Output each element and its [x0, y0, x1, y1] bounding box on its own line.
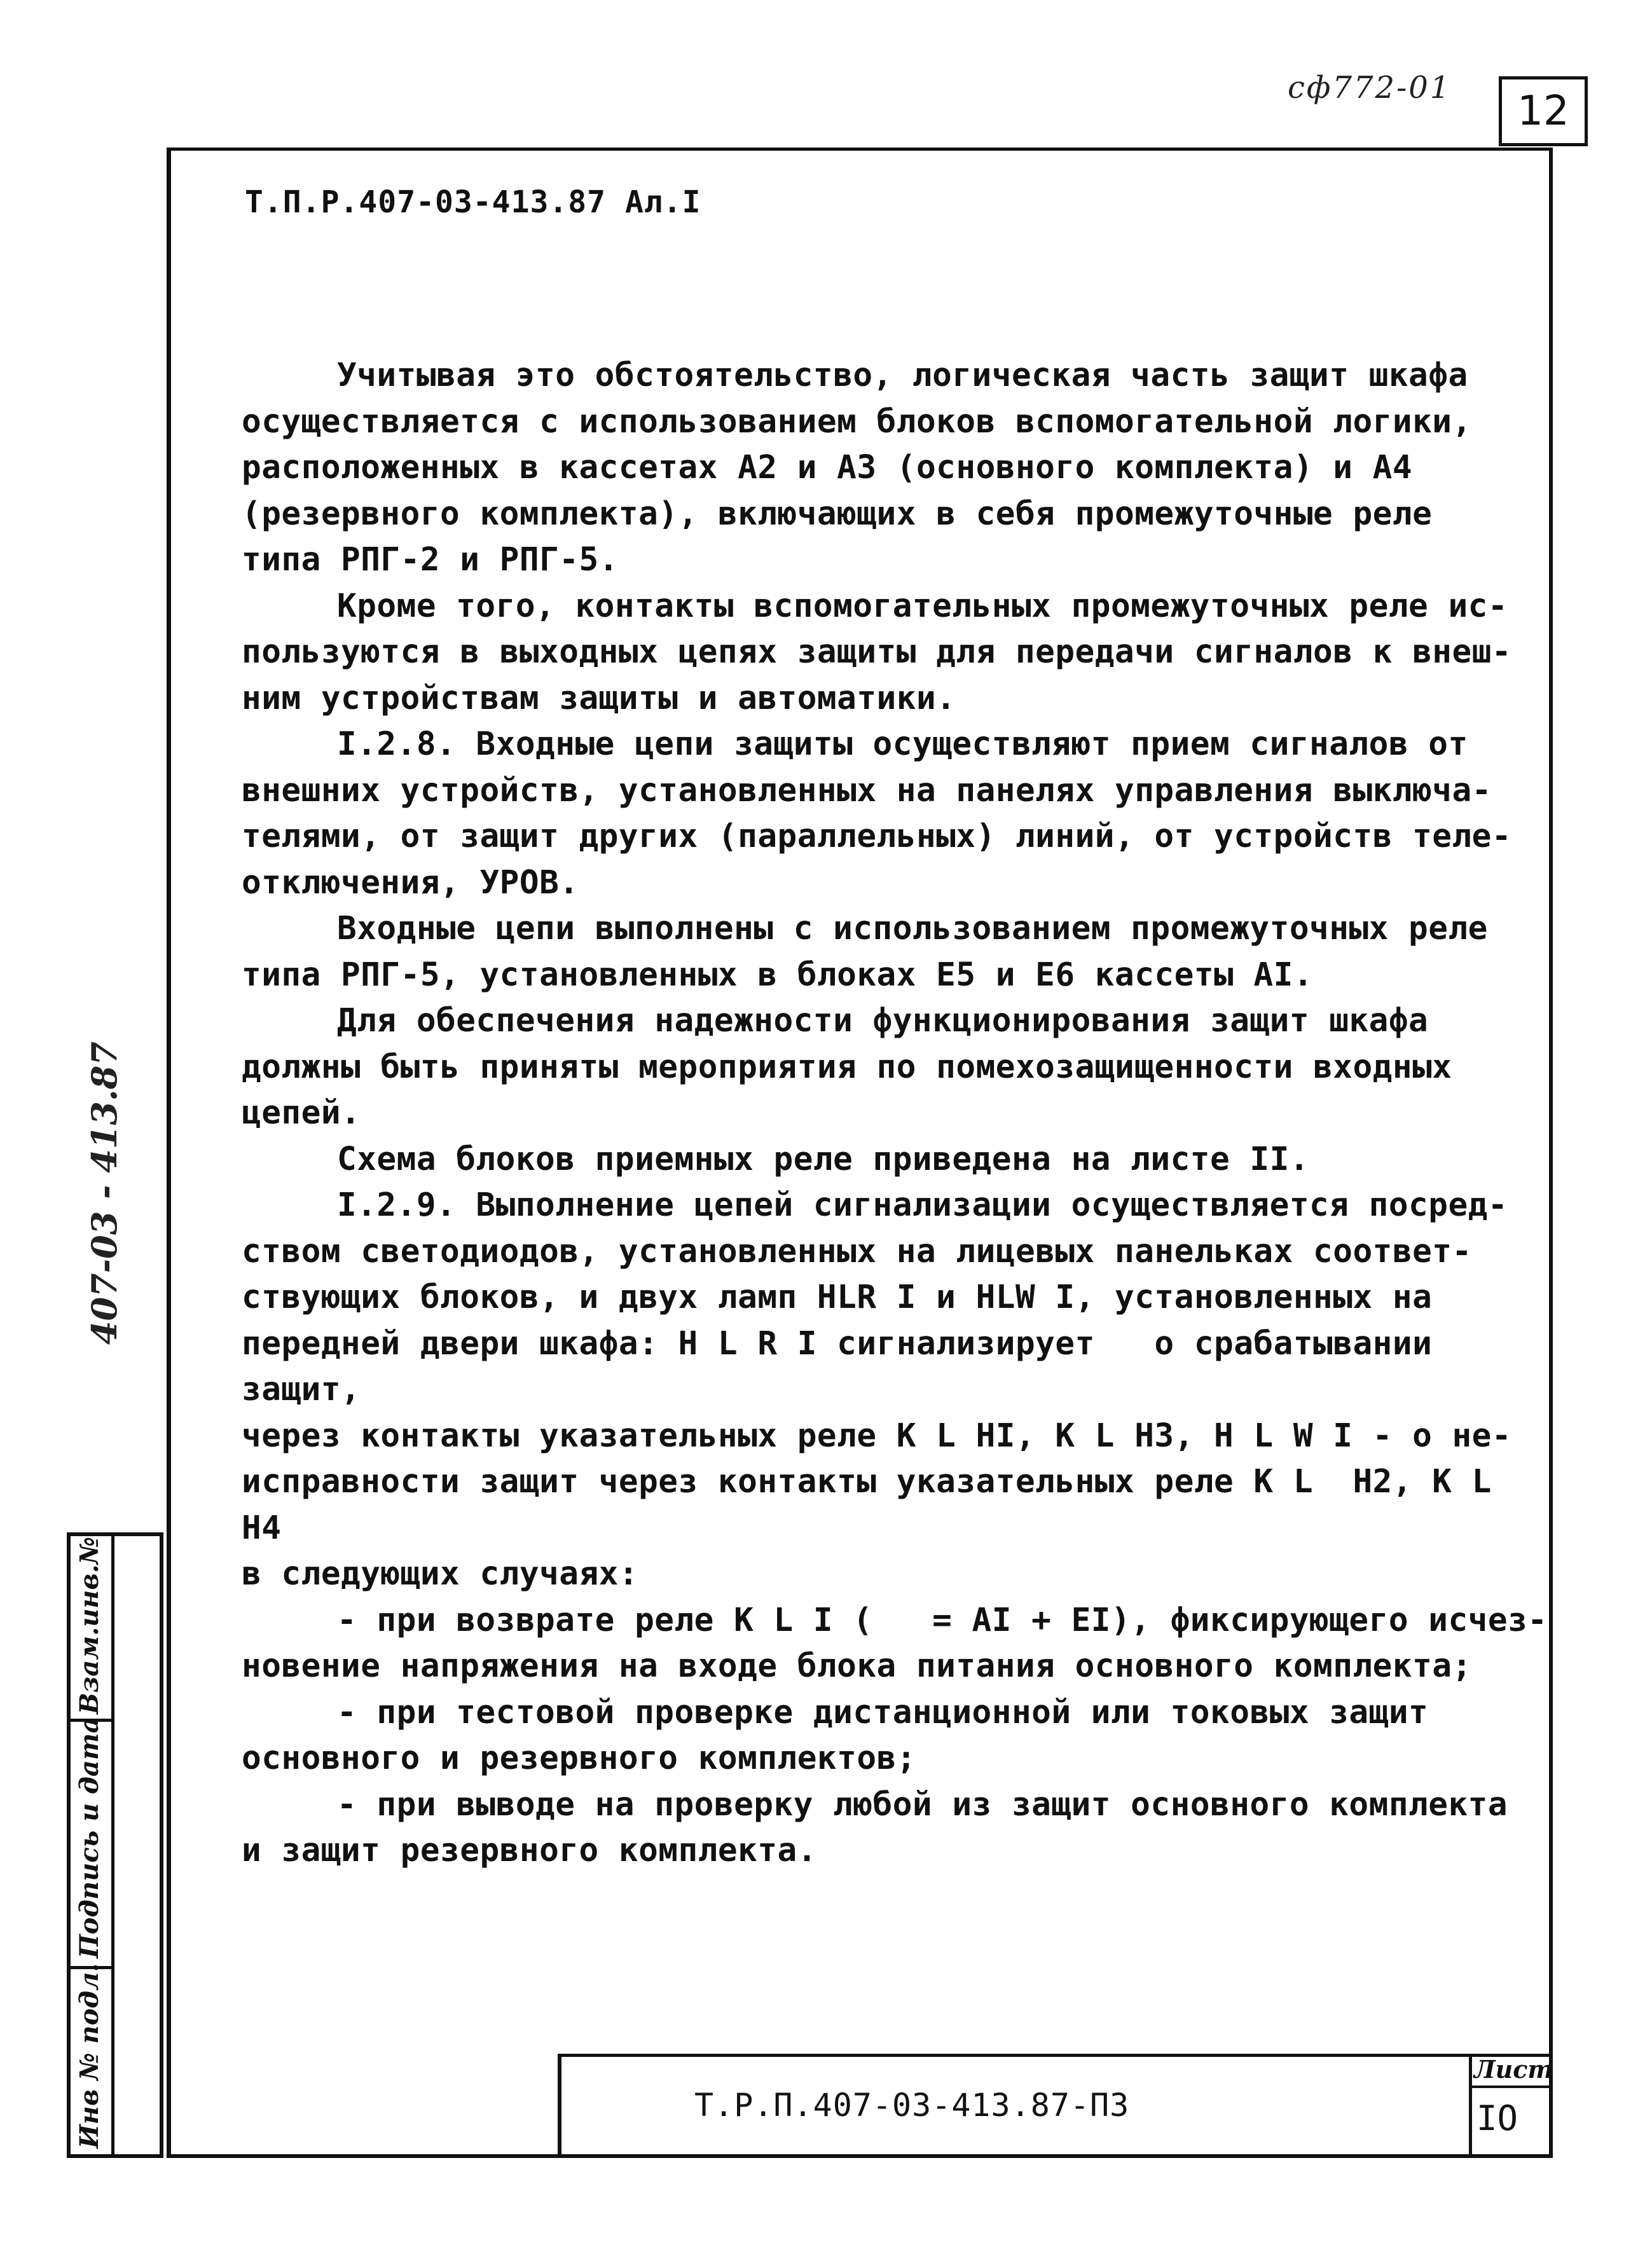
- cell-inv-podl: [71, 1963, 111, 2154]
- document-body: [242, 353, 1552, 1874]
- paragraph: Учитывая это обстоятельство, логическая часть защит шкафа осуществляется с использованием блоков вспомогательной логики, расположенных в кассетах А2 и А3 (основного комплекта) и А4 (резервного комплекта), включающих в себя промежуточные реле типа РПГ-2 и РПГ-5.: [242, 357, 1472, 579]
- paragraph: Входные цепи выполнены с использованием промежуточных реле типа РПГ-5, установленных в блоках Е5 и Е6 кассеты АI.: [242, 910, 1488, 994]
- cell-podpis-data: [71, 1716, 111, 1969]
- paragraph: Кроме того, контакты вспомогательных промежуточных реле ис- пользуются в выходных цепях защиты для передачи сигналов к внеш- ним устройствам защиты и автоматики.: [242, 587, 1512, 717]
- list-item: - при выводе на проверку любой из защит основного комплекта и защит резервного комплекта.: [242, 1785, 1508, 1869]
- document-header-code: Т.П.Р.407-03-413.87 Ал.I: [245, 184, 701, 220]
- stamp-document-code: Т.Р.П.407-03-413.87-ПЗ: [694, 2087, 1130, 2124]
- paragraph: Схема блоков приемных реле приведена на листе II.: [337, 1140, 1310, 1178]
- page-number-box: [1499, 76, 1588, 146]
- list-item: - при тестовой проверке дистанционной или токовых защит основного и резервного комплектов;: [242, 1693, 1429, 1777]
- margin-label-column: [71, 1536, 114, 2154]
- paragraph: Для обеспечения надежности функционирования защит шкафа должны быть приняты мероприятия по помехозащищенности входных цепей.: [242, 1002, 1452, 1132]
- sheet-divider: [1469, 2086, 1553, 2088]
- sheet-number: IO: [1476, 2098, 1518, 2138]
- label-podpis-data: Подпись и дата: [74, 1716, 104, 1958]
- label-vzam-inv: Взам.инв.№: [74, 1536, 104, 1714]
- margin-approval-strip: [67, 1532, 163, 2158]
- sheet-label: Лист: [1474, 2055, 1553, 2084]
- label-inv-podl: Инв № подл.: [74, 1963, 104, 2148]
- cell-vzam-inv: [71, 1536, 111, 1722]
- page-number: 12: [1517, 88, 1569, 135]
- paragraph-section-1-2-9: I.2.9. Выполнение цепей сигнализации осуществляется посред- ством светодиодов, установленных на лицевых панельках соответ- ствующих блоков, и двух ламп HLR I и HLW I, установленных на передней двери шкафа: H L R I сигнализирует о срабатывании защит, через контакты указательных реле K L HI, K L H3, H L W I - о не- исправности защит через контакты указательных реле K L H2, K L H4 в следующих случаях:: [242, 1186, 1512, 1593]
- paragraph-section-1-2-8: I.2.8. Входные цепи защиты осуществляют прием сигналов от внешних устройств, установленных на панелях управления выключа- телями, от защит других (параллельных) линий, от устройств теле- отключения, УРОВ.: [242, 725, 1512, 902]
- document-cipher: сф772-01: [1288, 70, 1452, 106]
- list-item: - при возврате реле K L I ( = AI + EI), фиксирующего исчез- новение напряжения на входе блока питания основного комплекта;: [242, 1601, 1548, 1685]
- handwritten-side-note: 407-03 - 413.87: [84, 1041, 125, 1345]
